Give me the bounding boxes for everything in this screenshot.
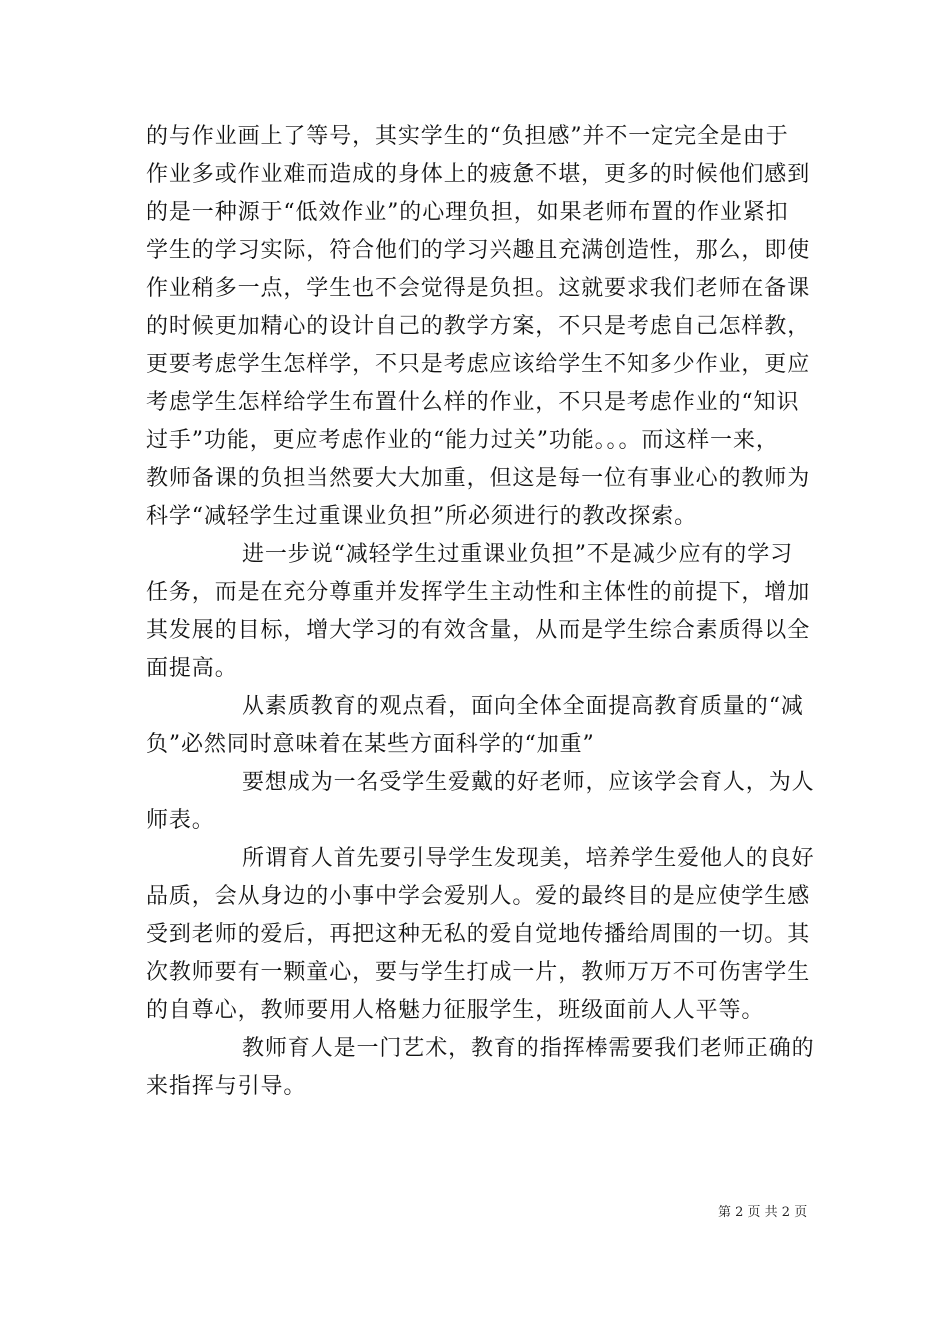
paragraph [146,764,818,840]
text-line: 教师备课的负担当然要大大加重，但这是每一位有事业心的教师为 [146,466,811,491]
text-line: 所谓育人首先要引导学生发现美，培养学生爱他人的良好 [242,846,815,871]
text-line: 教师育人是一门艺术，教育的指挥棒需要我们老师正确的 [242,1036,815,1061]
paragraph [146,840,818,1030]
text-line: 师表。 [146,808,215,833]
paragraph [146,688,818,764]
text-line: 作业多或作业难而造成的身体上的疲惫不堪，更多的时候他们感到 [146,162,811,187]
text-line: 受到老师的爱后，再把这种无私的爱自觉地传播给周围的一切。其 [146,922,811,947]
text-line: 品质，会从身边的小事中学会爱别人。爱的最终目的是应使学生感 [146,884,811,909]
text-line: 次教师要有一颗童心，要与学生打成一片，教师万万不可伤害学生 [146,960,811,985]
text-line: 负”必然同时意味着在某些方面科学的“加重” [146,732,595,757]
document-body [146,118,818,1106]
text-line: 学生的学习实际，符合他们的学习兴趣且充满创造性，那么，即使 [146,238,811,263]
text-line: 进一步说“减轻学生过重课业负担”不是减少应有的学习 [242,542,793,567]
text-line: 作业稍多一点，学生也不会觉得是负担。这就要求我们老师在备课 [146,276,811,301]
text-line: 的自尊心，教师要用人格魅力征服学生，班级面前人人平等。 [146,998,765,1023]
text-line: 过手”功能，更应考虑作业的“能力过关”功能。。。而这样一来， [146,428,779,453]
text-line: 的与作业画上了等号，其实学生的“负担感”并不一定完全是由于 [146,124,789,149]
text-line: 科学“减轻学生过重课业负担”所必须进行的教改探索。 [146,504,697,529]
text-line: 的是一种源于“低效作业”的心理负担，如果老师布置的作业紧扣 [146,200,789,225]
text-line: 任务，而是在充分尊重并发挥学生主动性和主体性的前提下，增加 [146,580,811,605]
text-line: 要想成为一名受学生爱戴的好老师，应该学会育人，为人 [242,770,815,795]
page-number-footer: 第 2 页 共 2 页 [718,1205,808,1220]
paragraph [146,536,818,688]
text-line: 从素质教育的观点看，面向全体全面提高教育质量的“减 [242,694,804,719]
text-line: 的时候更加精心的设计自己的教学方案，不只是考虑自己怎样教， [146,314,811,339]
text-line: 其发展的目标，增大学习的有效含量，从而是学生综合素质得以全 [146,618,811,643]
text-line: 考虑学生怎样给学生布置什么样的作业，不只是考虑作业的“知识 [146,390,800,415]
paragraph [146,118,818,536]
text-line: 更要考虑学生怎样学，不只是考虑应该给学生不知多少作业，更应 [146,352,811,377]
text-line: 面提高。 [146,656,238,681]
paragraph [146,1030,818,1106]
text-line: 来指挥与引导。 [146,1074,307,1099]
